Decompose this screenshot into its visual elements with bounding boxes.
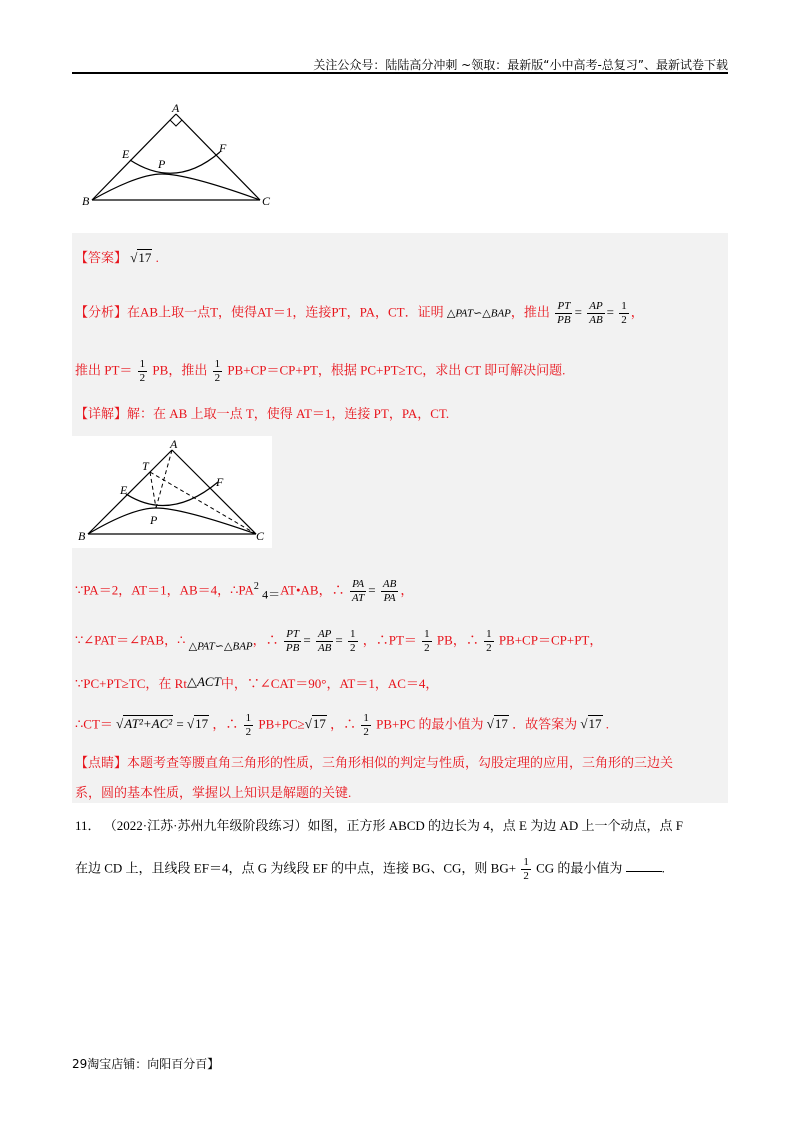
fraction-half: $\frac{1}{2}$ [621, 300, 627, 326]
answer-line: 【答案】 √17 . [75, 250, 159, 265]
step-3: ∵PC+PT≥TC，在 Rt△ACT中，∵∠CAT＝90°，AT＝1，AC＝4， [75, 674, 439, 691]
comment-tag: 【点睛】 [75, 755, 128, 770]
label-c: C [262, 194, 271, 208]
label-f: F [216, 475, 224, 489]
label-b: B [82, 194, 90, 208]
answer-tag: 【答案】 [75, 250, 128, 265]
analysis-line-1: 【分析】在AB上取一点T，使得AT＝1，连接PT，PA，CT．证明 △PAT∽△BAP，推出 $\frac{PT}{PB}$ = $\frac{AP}{AB}$ = $\frac{1}{2}$ ， [75, 300, 644, 326]
analysis-tag: 【分析】 [75, 304, 128, 320]
label-e: E [122, 147, 130, 161]
label-a: A [172, 101, 180, 115]
fraction-half: $\frac{1}{2}$ [139, 358, 146, 384]
question-11-line-2: 在边 CD 上，且线段 EF＝4，点 G 为线段 EF 的中点，连接 BG、CG，则 BG+ $\frac{1}{2}$ CG 的最小值为 . [75, 856, 665, 882]
detail-line: 【详解】解：在 AB 上取一点 T，使得 AT＝1，连接 PT，PA，CT. [75, 406, 450, 421]
label-t: T [142, 459, 149, 473]
label-e: E [120, 483, 128, 497]
step-1: ∵PA＝2，AT＝1，AB＝4，$\therefore PA^2$ 4＝AT•AB，∴ $\frac{PA}{AT}$ = $\frac{AB}{PA}$ ， [75, 578, 414, 604]
page-footer: 29淘宝店铺：向阳百分百】 [72, 1057, 220, 1071]
step-4: ∴CT＝ √AT²+AC² = √17 ，∴ $\frac{1}{2}$ PB+PC≥√17 ，∴ $\frac{1}{2}$ PB+PC 的最小值为 √17 ．故答案为 √17 . [75, 712, 610, 738]
figure-triangle-2 [72, 436, 272, 548]
question-number: 11． [75, 818, 101, 833]
figure-triangle-1 [78, 100, 278, 212]
label-p: P [150, 513, 158, 527]
analysis-line-2: 推出 PT＝ $\frac{1}{2}$ PB，推出 $\frac{1}{2}$ PB+CP＝CP+PT，根据 PC+PT≥TC，求出 CT 即可解决问题. [75, 358, 566, 384]
label-p: P [158, 157, 166, 171]
label-b: B [78, 529, 86, 543]
answer-blank [626, 861, 662, 872]
fraction-pt-pb: $\frac{PT}{PB}$ [557, 300, 571, 326]
comment-line-1: 【点睛】本题考查等腰直角三角形的性质，三角形相似的判定与性质，勾股定理的应用，三角形的三边关 [75, 755, 674, 770]
fraction-half: $\frac{1}{2}$ [214, 358, 221, 384]
detail-tag: 【详解】 [75, 406, 128, 421]
step-2: ∵∠PAT＝∠PAB，∴ $_{\triangle PAT∽\triangle BAP}$，∴ $\frac{PT}{PB}$ = $\frac{AP}{AB}$ = $\frac{1}{2}$ ，∴PT＝ $\frac{1}{2}$ PB，∴ $\frac{1}{2}$ PB+CP＝CP+PT， [75, 628, 603, 654]
comment-line-2: 系，圆的基本性质，掌握以上知识是解题的关键. [75, 785, 352, 800]
page-header: 关注公众号：陆陆高分冲刺 ~领取：最新版“小中高考-总复习”、最新试卷下载 [313, 58, 728, 72]
fraction-ap-ab: $\frac{AP}{AB}$ [589, 300, 603, 326]
header-rule [72, 72, 728, 74]
label-a: A [170, 437, 178, 451]
sqrt-at-ac: √AT²+AC² [116, 716, 173, 732]
label-c: C [256, 529, 265, 543]
label-f: F [219, 141, 227, 155]
answer-sqrt: √17 [130, 250, 152, 265]
question-11-line-1: 11． （2022·江苏·苏州九年级阶段练习）如图，正方形 ABCD 的边长为 4，点 E 为边 AD 上一个动点，点 F [75, 818, 684, 833]
